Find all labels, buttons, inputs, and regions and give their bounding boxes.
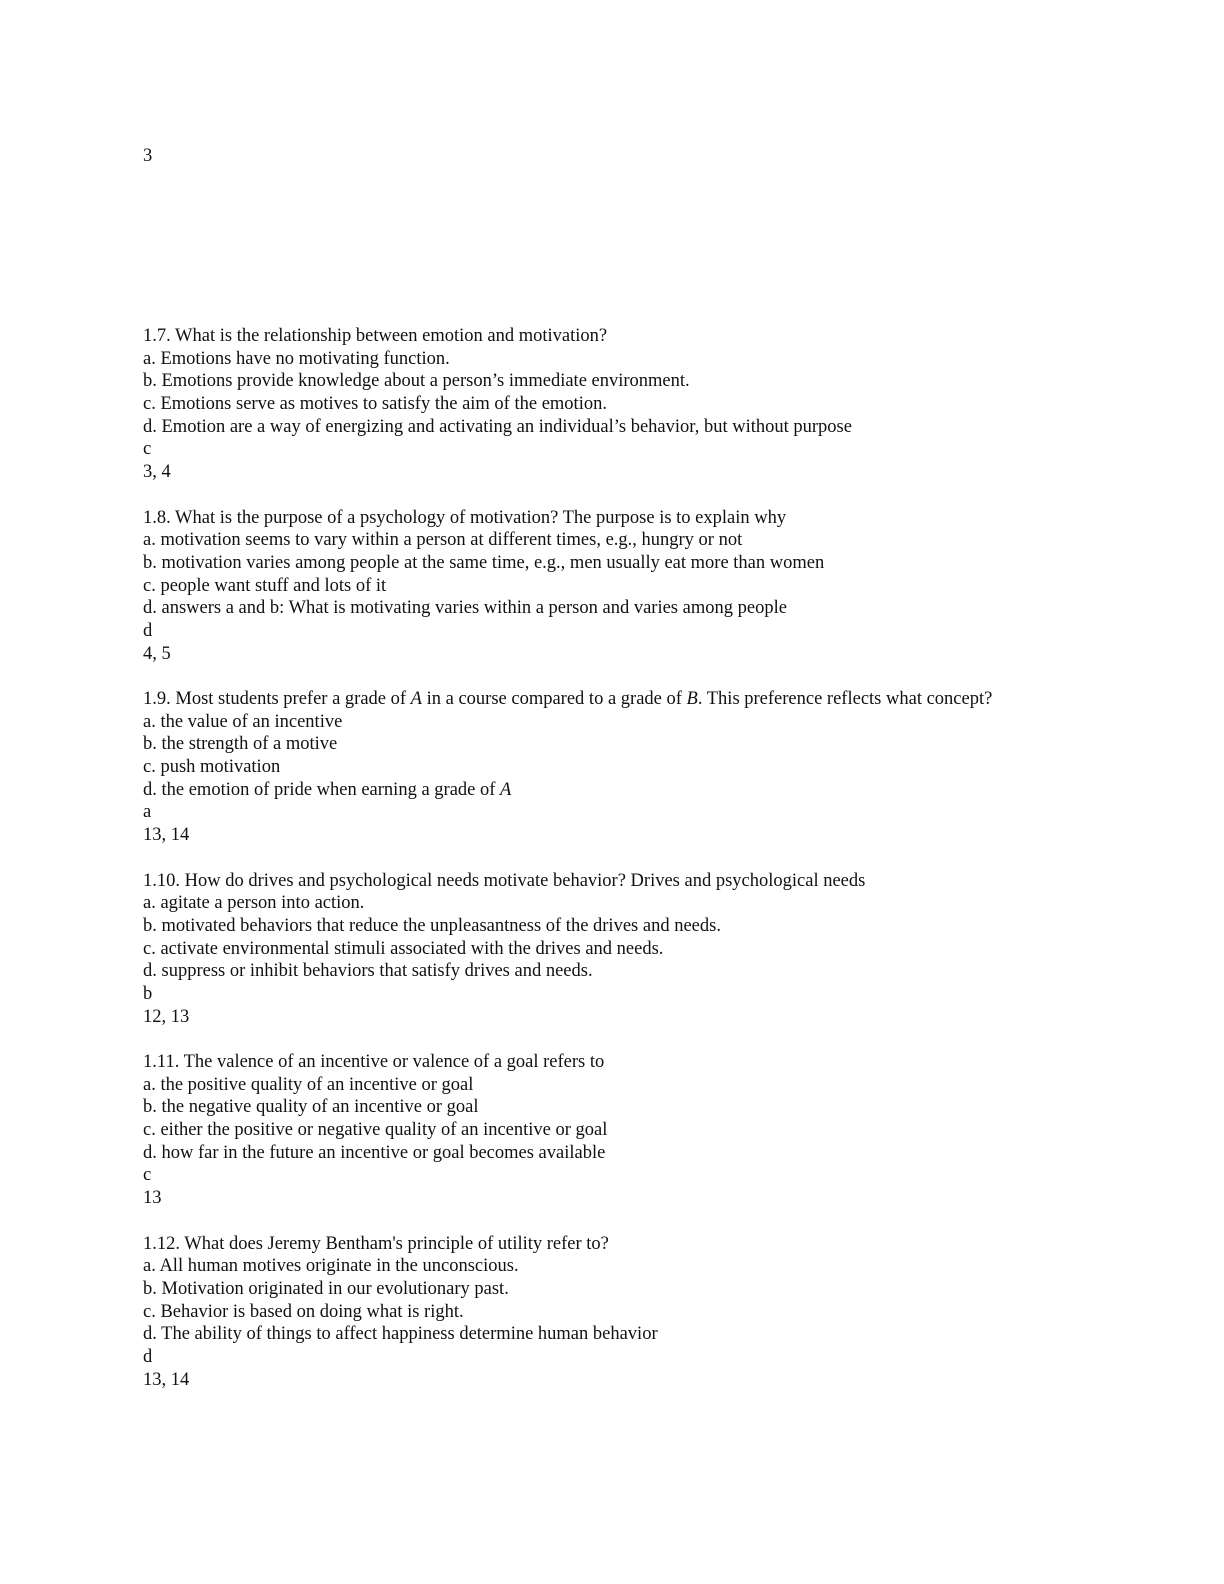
option-c: c. people want stuff and lots of it bbox=[143, 575, 387, 596]
page-reference: 13, 14 bbox=[143, 825, 190, 846]
option-a: a. motivation seems to vary within a person at different times, e.g., hungry or not bbox=[143, 530, 743, 551]
option-c: c. either the positive or negative quality of an incentive or goal bbox=[143, 1120, 608, 1141]
option-b: b. the negative quality of an incentive or goal bbox=[143, 1097, 479, 1118]
option-a: a. the value of an incentive bbox=[143, 711, 343, 732]
option-b: b. Emotions provide knowledge about a person’s immediate environment. bbox=[143, 371, 690, 392]
stem-text: . This preference reflects what concept? bbox=[697, 689, 993, 709]
question-stem bbox=[143, 688, 1203, 711]
option-a: a. All human motives originate in the unconscious. bbox=[143, 1256, 519, 1277]
option-d: d. answers a and b: What is motivating varies within a person and varies among people bbox=[143, 598, 787, 619]
answer-key: d bbox=[143, 620, 153, 641]
page-reference: 4, 5 bbox=[143, 643, 171, 664]
answer-key: d bbox=[143, 1346, 153, 1367]
page-reference: 13 bbox=[143, 1188, 162, 1209]
option-a: a. agitate a person into action. bbox=[143, 893, 365, 914]
answer-key: a bbox=[143, 802, 152, 823]
option-c: c. Behavior is based on doing what is right. bbox=[143, 1301, 464, 1322]
question-1-9 bbox=[143, 688, 1203, 847]
answer-key: c bbox=[143, 1165, 152, 1186]
option-text: d. the emotion of pride when earning a grade of bbox=[143, 779, 501, 800]
option-b: b. motivated behaviors that reduce the unpleasantness of the drives and needs. bbox=[143, 915, 721, 936]
option-d bbox=[143, 779, 1203, 802]
page-number: 3 bbox=[143, 146, 153, 166]
question-1-12 bbox=[143, 1233, 1203, 1392]
question-stem: 1.11. The valence of an incentive or valence of a goal refers to bbox=[143, 1052, 605, 1072]
question-stem: 1.8. What is the purpose of a psychology of motivation? The purpose is to explain why bbox=[143, 507, 787, 528]
page-reference: 3, 4 bbox=[143, 462, 171, 483]
stem-text: in a course compared to a grade of bbox=[421, 689, 687, 709]
question-stem: 1.7. What is the relationship between emotion and motivation? bbox=[143, 326, 608, 346]
option-d: d. how far in the future an incentive or goal becomes available bbox=[143, 1142, 606, 1163]
option-b: b. the strength of a motive bbox=[143, 734, 338, 755]
option-d: d. The ability of things to affect happiness determine human behavior bbox=[143, 1324, 658, 1345]
question-1-10 bbox=[143, 870, 1203, 1029]
question-1-11 bbox=[143, 1051, 1203, 1210]
option-d: d. Emotion are a way of energizing and activating an individual’s behavior, but without purpose bbox=[143, 416, 852, 437]
option-c: c. push motivation bbox=[143, 757, 281, 778]
question-stem: 1.12. What does Jeremy Bentham's principle of utility refer to? bbox=[143, 1233, 609, 1254]
stem-grade-b: B bbox=[686, 689, 698, 709]
option-a: a. Emotions have no motivating function. bbox=[143, 348, 450, 369]
stem-grade-a: A bbox=[410, 689, 422, 709]
option-a: a. the positive quality of an incentive or goal bbox=[143, 1074, 474, 1095]
option-d: d. suppress or inhibit behaviors that satisfy drives and needs. bbox=[143, 961, 593, 982]
question-1-7 bbox=[143, 325, 1203, 484]
stem-text: 1.9. Most students prefer a grade of bbox=[143, 689, 411, 709]
option-c: c. Emotions serve as motives to satisfy the aim of the emotion. bbox=[143, 394, 607, 415]
question-1-8 bbox=[143, 507, 1203, 666]
page-reference: 13, 14 bbox=[143, 1369, 190, 1390]
option-grade-a: A bbox=[500, 779, 512, 800]
option-c: c. activate environmental stimuli associated with the drives and needs. bbox=[143, 938, 664, 959]
answer-key: b bbox=[143, 983, 153, 1004]
answer-key: c bbox=[143, 439, 152, 460]
option-b: b. Motivation originated in our evolutionary past. bbox=[143, 1278, 509, 1299]
page-reference: 12, 13 bbox=[143, 1006, 190, 1027]
question-list bbox=[143, 325, 1203, 1414]
option-b: b. motivation varies among people at the same time, e.g., men usually eat more than women bbox=[143, 552, 825, 573]
question-stem: 1.10. How do drives and psychological needs motivate behavior? Drives and psychological needs bbox=[143, 870, 866, 891]
